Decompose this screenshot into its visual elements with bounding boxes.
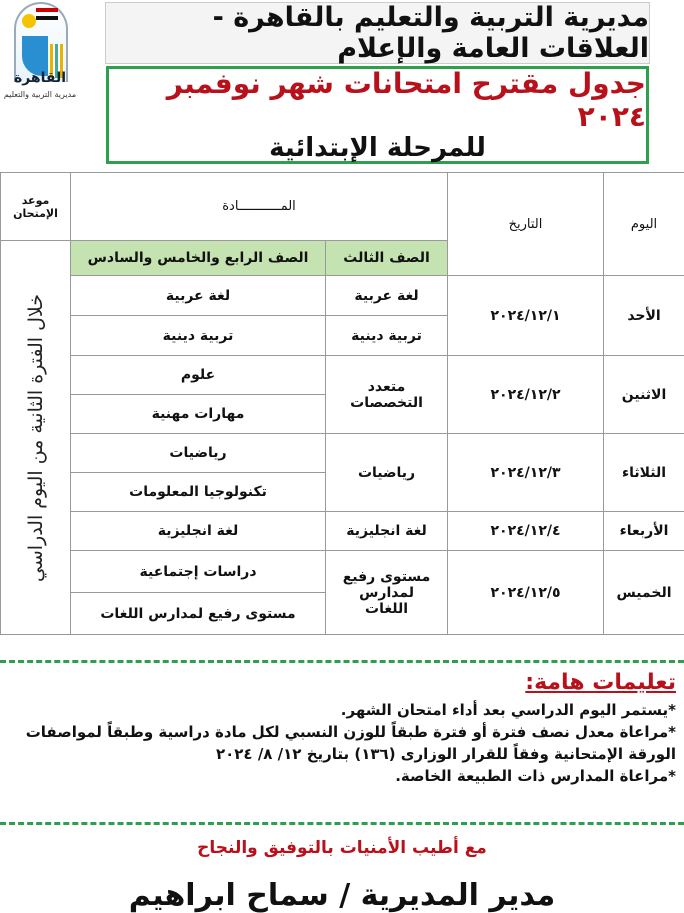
instructions-title: تعليمات هامة:	[525, 670, 676, 695]
day-cell: الاثنين	[604, 356, 684, 434]
date-cell: ٢٠٢٤/١٢/٤	[448, 512, 604, 551]
instruction-item: *مراعاة المدارس ذات الطبيعة الخاصة.	[395, 767, 676, 785]
logo-name: القاهرة	[13, 70, 67, 86]
header-time: موعد الإمتحان	[1, 173, 71, 241]
grade456-subject: تربية دينية	[71, 316, 326, 356]
header-grade3: الصف الثالث	[326, 241, 448, 276]
wishes-text: مع أطيب الأمنيات بالتوفيق والنجاح	[197, 838, 487, 858]
grade456-subject: دراسات إجتماعية	[71, 551, 326, 593]
grade456-subject: علوم	[71, 356, 326, 395]
grade456-subject: مهارات مهنية	[71, 395, 326, 434]
day-cell: الأربعاء	[604, 512, 684, 551]
grade456-subject: رياضيات	[71, 434, 326, 473]
page-title: جدول مقترح امتحانات شهر نوفمبر ٢٠٢٤	[166, 67, 646, 133]
day-cell: الثلاثاء	[604, 434, 684, 512]
grade456-subject: مستوى رفيع لمدارس اللغات	[71, 593, 326, 635]
day-cell: الأحد	[604, 276, 684, 356]
grade456-subject: لغة انجليزية	[71, 512, 326, 551]
instructions	[0, 670, 676, 787]
title-box	[106, 66, 649, 164]
header-date: التاريخ	[448, 173, 604, 276]
instruction-item: *يستمر اليوم الدراسي بعد أداء امتحان الشهر.	[340, 701, 676, 719]
instruction-item: *مراعاة معدل نصف فترة أو فترة طبقاً للوزن النسبي لكل مادة دراسية وطبقاً لمواصفات الورقة الإمتحانية وفقاً للقرار الوزارى (١٣٦) بتاريخ ١٢/ ٨/ ٢٠٢٤	[25, 723, 676, 763]
grade456-subject: تكنولوجيا المعلومات	[71, 473, 326, 512]
signature: مدير المديرية / سماح ابراهيم	[128, 878, 556, 913]
header-day: اليوم	[604, 173, 684, 276]
day-cell: الخميس	[604, 551, 684, 635]
page-subtitle: للمرحلة الإبتدائية	[269, 133, 486, 163]
time-note	[1, 241, 71, 635]
grade3-subject: تربية دينية	[326, 316, 448, 356]
header-grade456: الصف الرابع والخامس والسادس	[71, 241, 326, 276]
grade3-subject: لغة انجليزية	[326, 512, 448, 551]
divider	[0, 660, 684, 663]
grade3-subject: متعدد التخصصات	[326, 356, 448, 434]
date-cell: ٢٠٢٤/١٢/٥	[448, 551, 604, 635]
exam-schedule-table	[0, 172, 684, 635]
date-cell: ٢٠٢٤/١٢/٢	[448, 356, 604, 434]
grade3-subject: لغة عربية	[326, 276, 448, 316]
grade3-subject: مستوى رفيع لمدارس اللغات	[326, 551, 448, 635]
grade456-subject: لغة عربية	[71, 276, 326, 316]
logo-subtitle: مديرية التربية والتعليم	[3, 90, 77, 99]
header-subject: المـــــــــــادة	[71, 173, 448, 241]
header-banner: مديرية التربية والتعليم بالقاهرة - العلاقات العامة والإعلام	[105, 2, 650, 64]
date-cell: ٢٠٢٤/١٢/١	[448, 276, 604, 356]
date-cell: ٢٠٢٤/١٢/٣	[448, 434, 604, 512]
grade3-subject: رياضيات	[326, 434, 448, 512]
directorate-logo	[0, 0, 80, 108]
divider	[0, 822, 684, 825]
time-note-text: خلال الفترة الثانية من اليوم الدراسي	[24, 293, 47, 582]
